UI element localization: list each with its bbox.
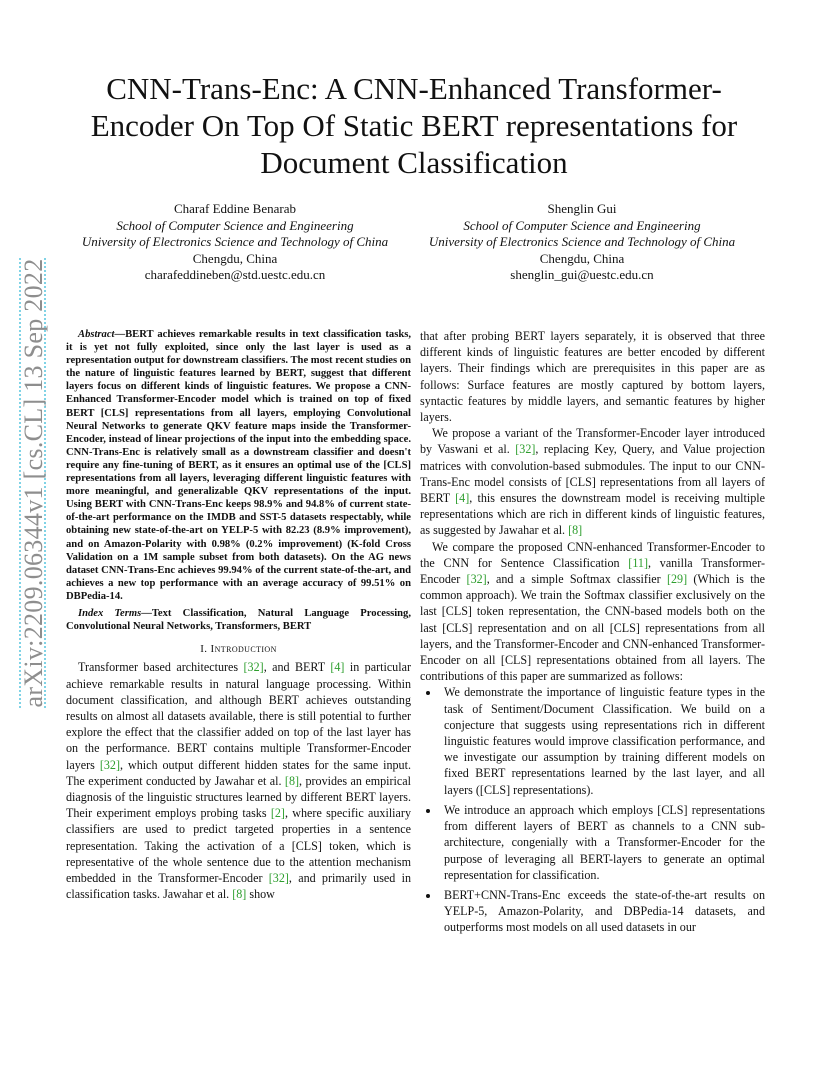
citation-link[interactable]: [32]	[243, 660, 264, 675]
author-location: Chengdu, China	[539, 250, 625, 266]
citation-link[interactable]: [29]	[666, 572, 688, 587]
citation-link[interactable]: [8]	[232, 887, 247, 902]
author-location: Chengdu, China	[192, 250, 278, 266]
text-run: , provides an empirical diagnosis of the linguistic structures learned by different BERT layers. Their experiment employs probing tasks	[66, 773, 411, 821]
text-run: , and primarily used in classification tasks. Jawahar et al.	[66, 871, 411, 902]
author-univ: University of Electronics Science and Technology of China	[81, 234, 389, 249]
text-run: , which output different hidden states for the same input. The experiment conducted by Jawahar et al.	[66, 757, 411, 788]
citation-link[interactable]: [8]	[568, 523, 583, 538]
citation-link[interactable]: [4]	[330, 660, 345, 675]
author-email[interactable]: charafeddineben@std.uestc.edu.cn	[144, 267, 326, 282]
abstract-lead: Abstract	[78, 329, 115, 340]
author-email[interactable]: shenglin_gui@uestc.edu.cn	[510, 267, 654, 282]
contributions-list	[420, 684, 765, 935]
text-run: We propose a variant of the Transformer-Encoder layer introduced by Vaswani et al.	[420, 426, 765, 457]
paper-title: CNN-Trans-Enc: A CNN-Enhanced Transformer-Encoder On Top Of Static BERT representations for Document Classification	[90, 71, 738, 180]
text-run: in particular achieve remarkable results in natural language processing. Within document classification, and although BERT achieves outstanding results on almost all datasets available, there is still potential to further explore the effect that the classifier added on top of the last layer has on the performance. BERT contains multiple Transformer-Encoder layers	[66, 660, 411, 772]
author-name: Shenglin Gui	[547, 201, 617, 216]
text-run: , vanilla Transformer-Encoder	[420, 555, 766, 587]
citation-link[interactable]: [32]	[99, 757, 120, 772]
citation-link[interactable]: [8]	[284, 773, 300, 788]
abstract-text: —BERT achieves remarkable results in text classification tasks, it is yet not fully exploited, since only the last layer is used as a representation output for downstream classifiers. The most recent studies on the nature of linguistic features learned by BERT, suggest that different layers focus on different kinds of linguistic features. We propose a CNN-Enhanced Transformer-Encoder model which is trained on top of fixed BERT [CLS] representations from all layers, employing Convolutional Neural Networks to generate QKV feature maps inside the Transformer-Encoder, instead of linear projections of the input into the embedding space. CNN-Trans-Enc is relatively small as a downstream classifier and doesn't require any fine-tuning of BERT, as it ensures an optimal use of the [CLS] representations from all layers, leveraging different linguistic features with more meaningful, and generalizable QKV representations of the input. Using BERT with CNN-Trans-Enc keeps 98.9% and 94.8% of current state-of-the-art performance on the IMDB and SST-5 datasets respectably, while obtaining new state-of-the-art on YELP-5 with 82.23 (8.9% improvement), and on Amazon-Polarity with 0.98% (0.2% improvement) (K-fold Cross Validation on a 1M sample subset from both datasets). On the AG news dataset CNN-Trans-Enc achieves 99.94% of the current state-of-the-art, and achieves a new top performance with an average accuracy of 99.51% on DBPedia-14.	[66, 329, 411, 602]
arxiv-stamp[interactable]	[14, 258, 54, 708]
citation-link[interactable]: [2]	[270, 806, 285, 821]
citation-link[interactable]: [11]	[628, 555, 648, 570]
author-block-2	[412, 201, 752, 284]
citation-link[interactable]: [4]	[455, 491, 470, 506]
author-univ: University of Electronics Science and Technology of China	[428, 234, 736, 249]
index-terms	[66, 607, 411, 633]
author-dept: School of Computer Science and Engineering	[116, 217, 354, 233]
citation-link[interactable]: [32]	[466, 572, 487, 587]
citation-link[interactable]: [32]	[515, 442, 536, 457]
arxiv-stamp-text: arXiv:2209.06344v1 [cs.CL] 13 Sep 2022	[19, 258, 48, 708]
text-run: , this ensures the downstream model is receiving multiple representations which are rich in different kinds of linguistic features, as suggested by Jawahar et al.	[420, 491, 765, 538]
text-run: , and BERT	[263, 660, 331, 675]
text-run: , and a simple Softmax classifier	[486, 572, 667, 587]
index-terms-lead: Index Terms	[78, 607, 142, 619]
list-item: • We introduce an approach which employs [CLS] representations from different layers of BERT as channels to a CNN sub-architecture, congenially with a Transformer-Encoder for the purpose of leveraging all BERT-layers to generate an optimal representation for classification.	[440, 802, 765, 883]
intro-paragraph-4	[420, 539, 765, 685]
text-run: show	[246, 887, 275, 902]
author-dept: School of Computer Science and Engineering	[463, 217, 701, 233]
author-block-1	[65, 201, 405, 284]
text-run: (Which is the common approach). We train the Softmax classifier exclusively on the last [CLS] token representation, the CNN-based models both on the last [CLS] representation and on all [CLS] representations from all layers, and the Transformer-Encoder and CNN-enhanced Transformer-Encoder on all [CLS] representations obtained from all layers. The contributions of this paper are summarized as follows:	[420, 572, 765, 684]
index-terms-text: —Text Classification, Natural Language Processing, Convolutional Neural Networks, Transformers, BERT	[66, 607, 411, 633]
section-heading-introduction: I. Introduction	[200, 643, 277, 656]
text-run: , replacing Key, Query, and Value projection matrices with convolution-based submodules. The input to our CNN-Trans-Enc model consists of [CLS] representations from all layers of BERT	[420, 442, 765, 506]
text-run: We compare the proposed CNN-enhanced Transformer-Encoder to the CNN for Sentence Classification	[420, 539, 765, 570]
abstract	[66, 328, 411, 603]
intro-paragraph-3	[420, 425, 765, 538]
text-run: Transformer based architectures	[78, 660, 244, 675]
citation-link[interactable]: [32]	[268, 871, 289, 885]
list-item: • BERT+CNN-Trans-Enc exceeds the state-of-the-art results on YELP-5, Amazon-Polarity, and DBPedia-14 datasets, and outperforms most models on all used datasets in our	[440, 887, 765, 936]
intro-paragraph-2: that after probing BERT layers separately, it is observed that three different kinds of linguistic features are better encoded by different layers. Their findings which are prerequisites in this paper are as follows: Surface features are mostly captured by bottom layers, syntactic features by middle layers, and semantic features by higher layers.	[420, 329, 765, 425]
text-run: , where specific auxiliary classifiers are used to predict targeted properties in a sentence representation. Taking the activation of a [CLS] token, which is representative of the whole sentence due to the attention mechanism embedded in the Transformer-Encoder	[66, 806, 411, 885]
right-column	[420, 328, 765, 940]
intro-paragraph-1	[66, 659, 411, 902]
left-column	[66, 328, 411, 902]
list-item: • We demonstrate the importance of linguistic feature types in the task of Sentiment/Document Classification. We build on a conjecture that suggests using representations rich in different linguistic features would improve classification performance, and we investigate our assumption by training different models on fixed BERT representations learned by the last layer, and all layers ([CLS] representations).	[440, 684, 765, 797]
author-name: Charaf Eddine Benarab	[173, 201, 296, 216]
